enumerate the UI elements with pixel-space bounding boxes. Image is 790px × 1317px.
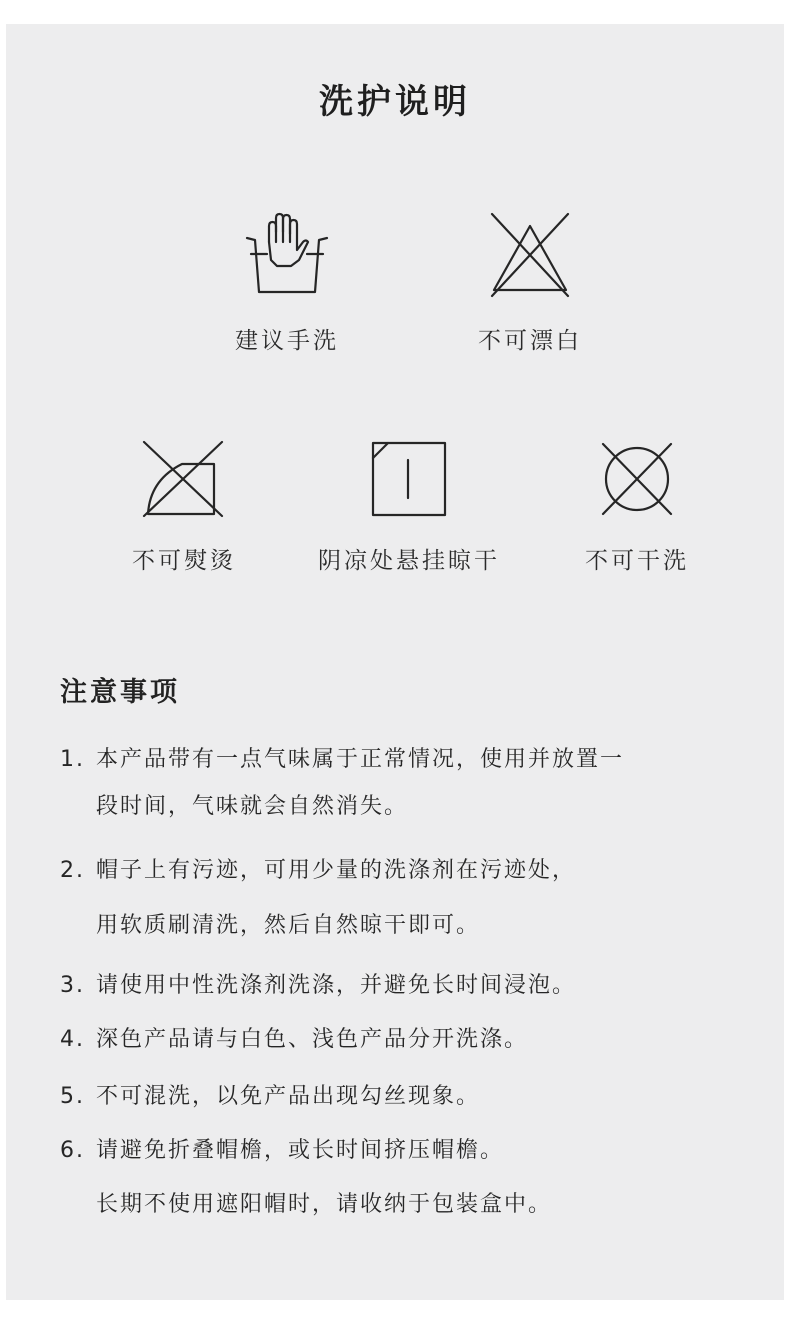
note-text: 请使用中性洗涤剂洗涤，并避免长时间浸泡。 [96, 973, 577, 998]
care-label: 不可干洗 [585, 548, 689, 574]
note-text-continued: 段时间，气味就会自然消失。 [96, 794, 409, 819]
note-text: 不可混洗，以免产品出现勾丝现象。 [96, 1084, 481, 1109]
note-text: 请避免折叠帽檐，或长时间挤压帽檐。 [96, 1138, 505, 1163]
note-text-continued: 用软质刷清洗，然后自然晾干即可。 [96, 913, 481, 938]
note-number: 3. [60, 973, 85, 998]
care-item-no-iron [84, 440, 284, 575]
no-iron-icon [142, 440, 226, 518]
care-item-no-dry-clean [537, 440, 737, 575]
no-dry-clean-icon [595, 440, 679, 518]
note-item-5 [60, 1084, 760, 1110]
care-label: 不可熨烫 [132, 548, 236, 574]
care-label: 不可漂白 [478, 328, 582, 354]
note-number: 5. [60, 1084, 85, 1109]
note-item-4 [60, 1027, 760, 1053]
line-dry-shade-icon [367, 440, 451, 518]
note-text: 深色产品请与白色、浅色产品分开洗涤。 [96, 1027, 529, 1052]
note-item-6 [60, 1138, 760, 1217]
care-item-line-dry-shade [309, 440, 509, 575]
page-title: 洗护说明 [319, 82, 471, 122]
note-text: 帽子上有污迹，可用少量的洗涤剂在污迹处， [96, 858, 577, 883]
note-item-1 [60, 747, 760, 819]
care-item-hand-wash [187, 212, 387, 355]
note-number: 1. [60, 747, 85, 772]
hand-wash-icon [245, 212, 329, 298]
note-item-2 [60, 858, 760, 938]
note-number: 2. [60, 858, 85, 883]
note-item-3 [60, 973, 760, 999]
care-item-no-bleach [430, 212, 630, 355]
no-bleach-icon [488, 212, 572, 298]
note-number: 4. [60, 1027, 85, 1052]
note-text: 本产品带有一点气味属于正常情况，使用并放置一 [96, 747, 625, 772]
care-label: 建议手洗 [235, 328, 339, 354]
note-number: 6. [60, 1138, 85, 1163]
note-text-continued: 长期不使用遮阳帽时，请收纳于包装盒中。 [96, 1192, 553, 1217]
notes-heading: 注意事项 [60, 677, 180, 708]
care-label: 阴凉处悬挂晾干 [318, 548, 500, 574]
